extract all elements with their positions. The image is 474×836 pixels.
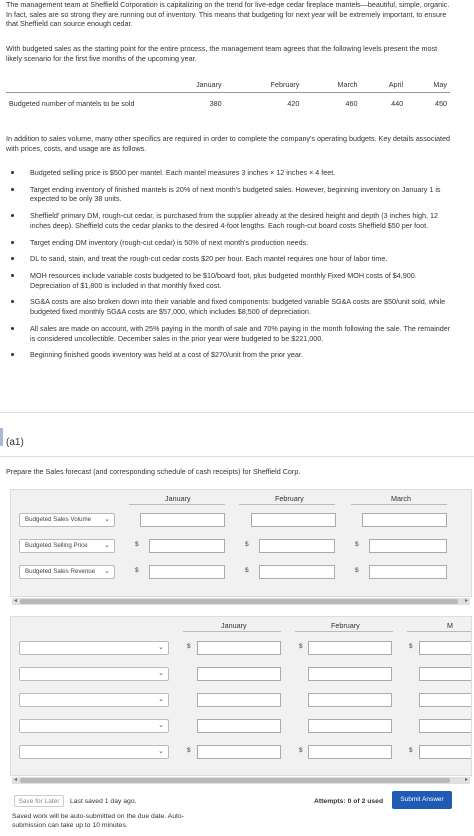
feb-revenue-input[interactable] (259, 565, 335, 579)
month-header: M (447, 621, 453, 630)
currency-symbol: $ (355, 541, 359, 548)
scrollbar-thumb[interactable] (20, 778, 450, 783)
sales-forecast-table (10, 489, 472, 597)
row-select[interactable]: Budgeted Sales Volume ⌄ (19, 513, 115, 527)
chevron-down-icon: ⌄ (158, 748, 164, 755)
currency-symbol: $ (245, 567, 249, 574)
jan-receipts-input[interactable] (197, 641, 281, 655)
month-header: March (302, 78, 360, 92)
table-cell: 380 (209, 98, 222, 108)
month-header: April (361, 78, 407, 92)
feb-price-input[interactable] (259, 539, 335, 553)
mar-total-input[interactable] (419, 745, 472, 759)
list-item: DL to sand, stain, and treat the rough-cut cedar costs $20 per hour. Each mantel requires one hour of labor time. (8, 254, 452, 264)
row-select[interactable] (19, 745, 169, 759)
month-header: February (225, 78, 303, 92)
table-cell: 460 (345, 98, 358, 108)
row-select[interactable]: Budgeted Selling Price ⌄ (19, 539, 115, 553)
cash-receipts-table (10, 616, 472, 776)
divider (0, 412, 474, 413)
list-item: Budgeted selling price is $500 per mantel. Each mantel measures 3 inches × 12 inches × 4 feet. (8, 168, 452, 178)
attempts-counter: Attempts: 0 of 2 used (314, 798, 384, 805)
chevron-down-icon: ⌄ (158, 696, 164, 703)
divider (407, 631, 472, 632)
feb-receipts-input[interactable] (308, 667, 392, 681)
save-for-later-button[interactable]: Save for Later (14, 795, 64, 807)
chevron-down-icon: ⌄ (158, 722, 164, 729)
mar-revenue-input[interactable] (369, 565, 447, 579)
month-header: January (221, 621, 247, 630)
bullet-icon (11, 241, 14, 244)
mar-receipts-input[interactable] (419, 667, 472, 681)
currency-symbol: $ (135, 541, 139, 548)
bullet-icon (11, 214, 14, 217)
month-header: January (154, 78, 225, 92)
row-select[interactable] (19, 693, 169, 707)
arrow-right-icon[interactable]: ▸ (464, 598, 468, 604)
mar-price-input[interactable] (369, 539, 447, 553)
mar-volume-input[interactable] (362, 513, 447, 527)
scrollbar-thumb[interactable] (20, 599, 458, 604)
currency-symbol: $ (187, 643, 191, 650)
arrow-left-icon[interactable]: ◂ (14, 777, 18, 783)
currency-symbol: $ (187, 747, 191, 754)
currency-symbol: $ (299, 643, 303, 650)
chevron-down-icon: ⌄ (158, 644, 164, 651)
feb-receipts-input[interactable] (308, 693, 392, 707)
row-select[interactable] (19, 641, 169, 655)
divider (0, 456, 474, 457)
bullet-icon (11, 171, 14, 174)
row-label: Budgeted number of mantels to be sold (9, 98, 135, 108)
jan-receipts-input[interactable] (197, 693, 281, 707)
divider (239, 504, 335, 505)
jan-revenue-input[interactable] (149, 565, 225, 579)
currency-symbol: $ (135, 567, 139, 574)
bullet-icon (11, 188, 14, 191)
row-select[interactable] (19, 667, 169, 681)
feb-receipts-input[interactable] (308, 719, 392, 733)
bullet-icon (11, 257, 14, 260)
chevron-down-icon: ⌄ (158, 670, 164, 677)
bullet-icon (11, 300, 14, 303)
list-item: MOH resources include variable costs budgeted to be $10/board foot, plus budgeted monthly Fixed MOH costs of $4,900. Depreciation of $1,800 is included in that monthly fixed cost. (8, 271, 452, 290)
currency-symbol: $ (409, 747, 413, 754)
month-header: February (275, 494, 304, 503)
table-cell: 420 (287, 98, 300, 108)
mar-receipts-input[interactable] (419, 641, 472, 655)
month-header: February (331, 621, 360, 630)
divider (295, 631, 393, 632)
currency-symbol: $ (409, 643, 413, 650)
divider (351, 504, 447, 505)
table-cell: 450 (435, 98, 447, 108)
month-header: January (165, 494, 191, 503)
section-label: (a1) (6, 437, 24, 448)
section-header (0, 428, 472, 446)
mar-receipts-input[interactable] (419, 693, 472, 707)
feb-volume-input[interactable] (251, 513, 336, 527)
jan-receipts-input[interactable] (197, 667, 281, 681)
chevron-down-icon: ⌄ (104, 568, 110, 575)
jan-receipts-input[interactable] (197, 719, 281, 733)
currency-symbol: $ (355, 567, 359, 574)
currency-symbol: $ (299, 747, 303, 754)
month-header: March (391, 494, 411, 503)
submit-answer-button[interactable]: Submit Answer (392, 791, 452, 809)
row-select[interactable]: Budgeted Sales Revenue ⌄ (19, 565, 115, 579)
intro-paragraph-2: With budgeted sales as the starting point for the entire process, the management team agrees that the following levels present the most likely scenario for the first five months of the upcoming year. (6, 44, 438, 63)
auto-submit-note: Saved work will be auto-submitted on the due date. Auto-submission can take up to 10 minutes. (12, 813, 184, 830)
horizontal-scrollbar[interactable] (12, 777, 470, 784)
list-item: Sheffield' primary DM, rough-cut cedar, is purchased from the supplier already at the desired height and depth (3 inches high, 12 inches deep). Sheffield cuts the cedar planks to the desired 4-foot lengths. Each rough-cut board costs Sheffield $50 per foot. (8, 211, 452, 230)
table-cell: 440 (391, 98, 404, 108)
details-paragraph: In addition to sales volume, many other specifics are required in order to complete the company's operating budgets. Key details associated with prices, costs, and usage are as follows. (6, 134, 451, 153)
last-saved-text: Last saved 1 day ago. (70, 798, 137, 805)
list-item: Beginning finished goods inventory was held at a cost of $270/unit from the prior year. (8, 350, 452, 360)
horizontal-scrollbar[interactable] (12, 598, 470, 605)
list-item: Target ending inventory of finished mantels is 20% of next month's budgeted sales. However, beginning inventory on January 1 is expected to be only 38 units. (8, 185, 452, 204)
arrow-right-icon[interactable]: ▸ (464, 777, 468, 783)
list-item: All sales are made on account, with 25% paying in the month of sale and 70% paying in the month following the sale. The remainder is considered uncollectible. December sales in the prior year were budgeted to be $221,000. (8, 324, 452, 343)
bullet-icon (11, 327, 14, 330)
divider (183, 631, 281, 632)
question-prompt: Prepare the Sales forecast (and corresponding schedule of cash receipts) for Sheffield Corp. (6, 467, 301, 476)
month-header: May (406, 78, 450, 92)
arrow-left-icon[interactable]: ◂ (14, 598, 18, 604)
jan-volume-input[interactable] (140, 513, 225, 527)
mar-receipts-input[interactable] (419, 719, 472, 733)
table-row (6, 92, 450, 110)
chevron-down-icon: ⌄ (104, 542, 110, 549)
currency-symbol: $ (245, 541, 249, 548)
list-item: SG&A costs are also broken down into their variable and fixed components: budgeted variable SG&A costs are $50/unit sold, while budgeted fixed monthly SG&A costs are $57,000, which includes $8,500 of depreciation. (8, 297, 452, 316)
sales-volume-table (6, 78, 450, 110)
row-select[interactable] (19, 719, 169, 733)
bullet-icon (11, 274, 14, 277)
feb-total-input[interactable] (308, 745, 392, 759)
jan-price-input[interactable] (149, 539, 225, 553)
details-list (8, 168, 452, 367)
divider (129, 504, 225, 505)
feb-receipts-input[interactable] (308, 641, 392, 655)
bullet-icon (11, 353, 14, 356)
intro-paragraph: The management team at Sheffield Corporation is capitalizing on the trend for live-edge cedar fireplace mantels—beautiful, simple, organic. In fact, sales are so strong they are running out of inventory. This means that budgeting for next year will be extremely important, to ensure that Sheffield can source enough cedar. (6, 0, 450, 29)
chevron-down-icon: ⌄ (104, 516, 110, 523)
jan-total-input[interactable] (197, 745, 281, 759)
list-item: Target ending DM inventory (rough-cut cedar) is 50% of next month's production needs. (8, 238, 452, 248)
